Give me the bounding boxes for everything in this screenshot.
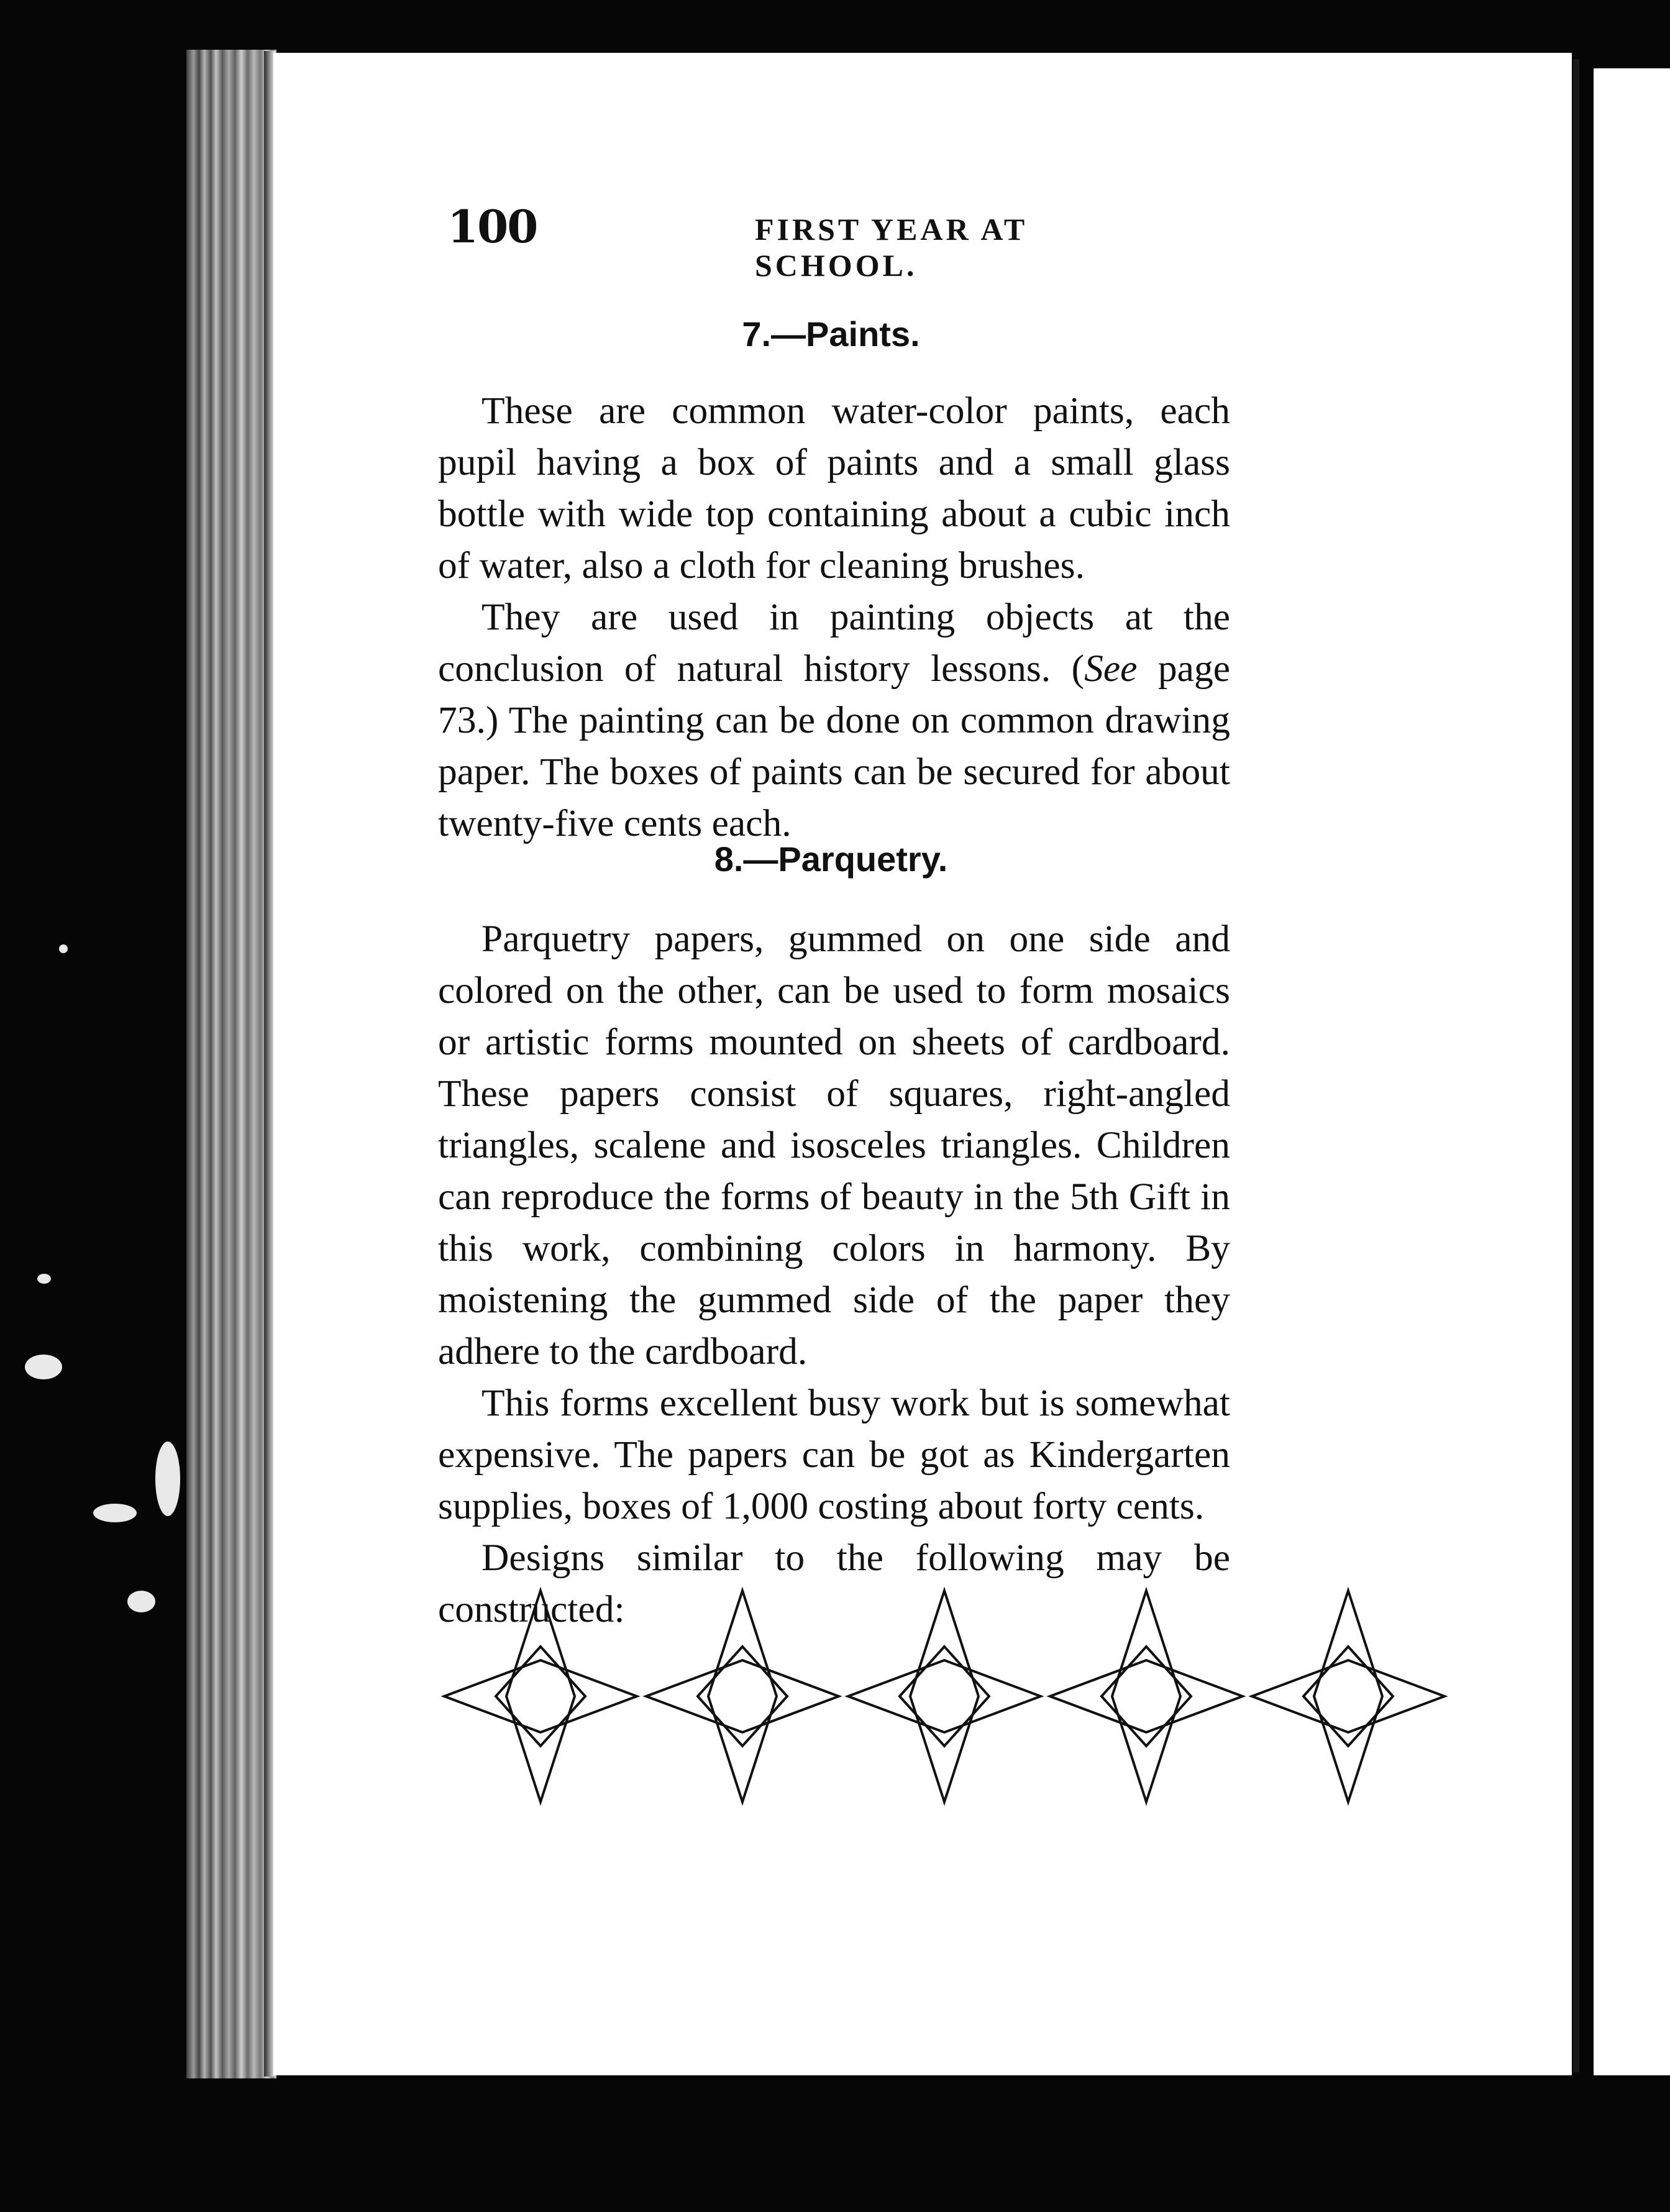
dust-speck [127, 1591, 155, 1612]
motif-stroke [1252, 1660, 1444, 1732]
star-motif [848, 1591, 1041, 1802]
running-head: FIRST YEAR AT SCHOOL. [755, 212, 1028, 283]
star-motif [1252, 1591, 1444, 1802]
gutter-shadow [1573, 59, 1579, 2072]
star-motif [1050, 1591, 1243, 1802]
paragraph: This forms excellent busy work but is somewhat expensive. The papers can be got as Kindergarten supplies, boxes of 1,000 costing about forty cents. [438, 1382, 1230, 1527]
dust-speck [93, 1504, 137, 1522]
paragraph [438, 592, 1230, 849]
section-body-parquetry [438, 913, 1230, 1635]
star-motif [646, 1591, 839, 1802]
motif-stroke [708, 1591, 777, 1802]
section-heading-parquetry: 8.—Parquetry. [714, 839, 948, 879]
motif-stroke [444, 1660, 637, 1732]
motif-stroke [1112, 1591, 1180, 1802]
page-header [447, 200, 1180, 283]
star-motif [444, 1591, 637, 1802]
dust-speck [155, 1442, 180, 1516]
paragraph: Parquetry papers, gummed on one side and colored on the other, can be used to form mosaics or artistic forms mounted on sheets of cardboard. These papers consist of squares, right-angled triangles, scalene and isosceles triangles. Children can reproduce the forms of beauty in the 5th Gift in this work, combining colors in harmony. By moistening the gummed side of the paper they adhere to the cardboard. [438, 918, 1230, 1373]
see-reference: See [1084, 647, 1138, 690]
section-heading-paints: 7.—Paints. [742, 314, 920, 354]
dust-speck [37, 1274, 51, 1284]
dust-speck [59, 944, 68, 953]
motif-stroke [848, 1660, 1041, 1732]
section-body-paints [438, 385, 1230, 849]
motif-stroke [1050, 1660, 1243, 1732]
motif-stroke [910, 1591, 979, 1802]
parquetry-design-figure [441, 1578, 1466, 1814]
paragraph: Designs similar to the following may be constructed: [438, 1537, 1230, 1630]
page-number: 100 [447, 200, 537, 253]
paragraph-text: page 73.) The painting can be done on common drawing paper. The boxes of paints can be secured for about twenty-five cents each. [438, 647, 1230, 844]
motif-stroke [506, 1591, 575, 1802]
motif-stroke [1314, 1591, 1382, 1802]
paragraph-text: They are used in painting objects at the conclusion of natural history lessons. ( [438, 596, 1230, 690]
motif-stroke [646, 1660, 839, 1732]
paragraph: These are common water-color paints, each pupil having a box of paints and a small glass bottle with wide top containing about a cubic inch of water, also a cloth for cleaning brushes. [438, 390, 1230, 587]
dust-speck [25, 1355, 62, 1379]
star-chain-illustration [441, 1578, 1466, 1814]
facing-page-edge [1594, 68, 1670, 2075]
book-page-edges [186, 50, 276, 2078]
